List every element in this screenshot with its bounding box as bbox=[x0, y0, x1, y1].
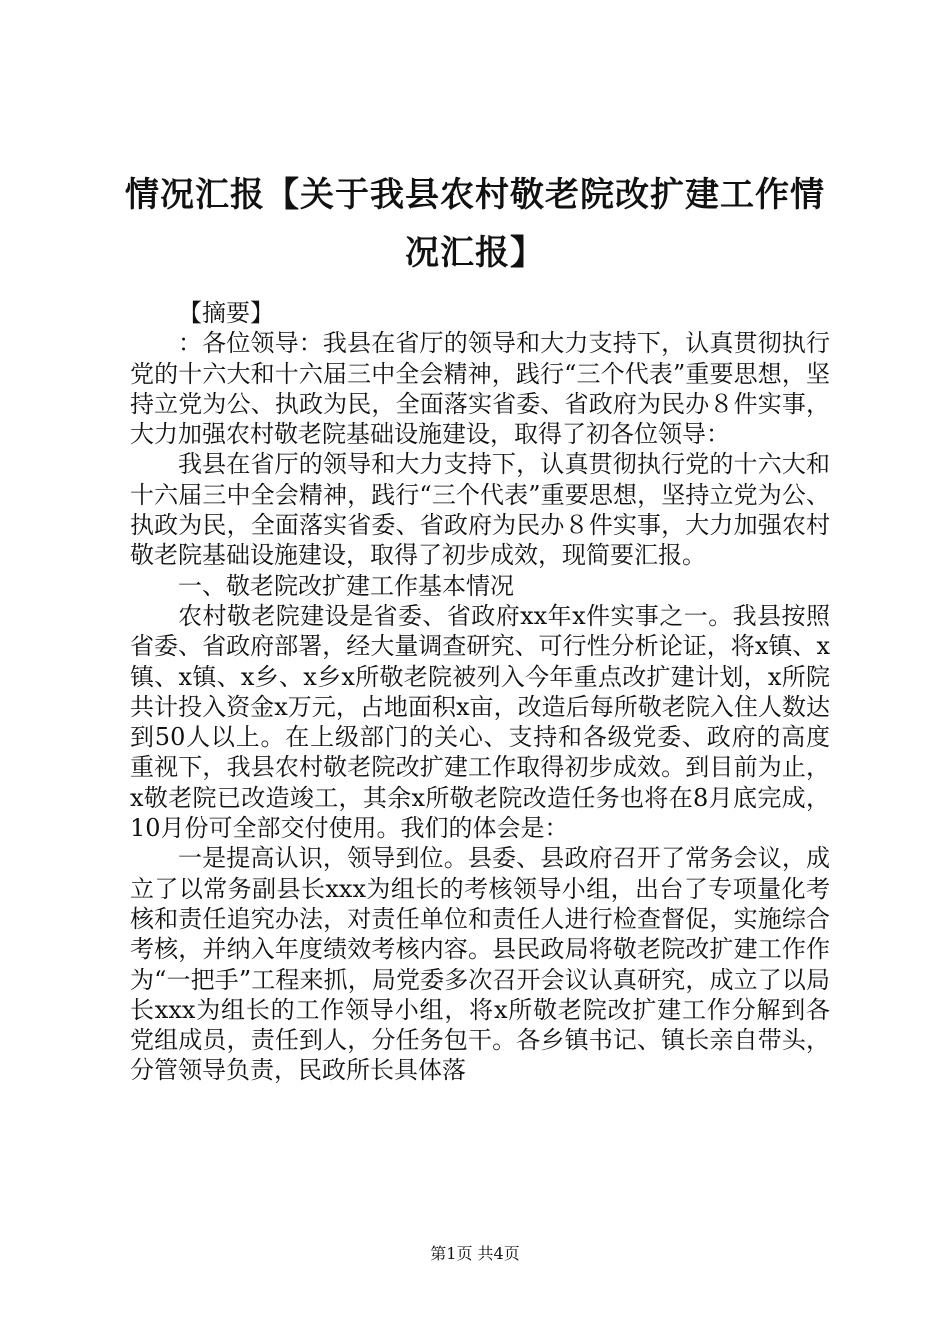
document-title: 情况汇报【关于我县农村敬老院改扩建工作情况汇报】 bbox=[125, 175, 825, 273]
abstract-paragraph: ：各位领导：我县在省厅的领导和大力支持下，认真贯彻执行党的十六大和十六届三中全会精神，践行“三个代表”重要思想，坚持立党为公、执政为民，全面落实省委、省政府为民办８件实事，大力加强农村敬老院基础设施建设，取得了初各位领导： bbox=[130, 329, 830, 449]
point-one-paragraph: 一是提高认识，领导到位。县委、县政府召开了常务会议，成立了以常务副县长xxx为组长的考核领导小组，出台了专项量化考核和责任追究办法，对责任单位和责任人进行检查督促，实施综合考核，并纳入年度绩效考核内容。县民政局将敬老院改扩建工作作为“一把手”工程来抓，局党委多次召开会议认真研究，成立了以局长xxx为组长的工作领导小组，将x所敬老院改扩建工作分解到各党组成员，责任到人，分任务包干。各乡镇书记、镇长亲自带头，分管领导负责，民政所长具体落 bbox=[130, 844, 830, 1085]
intro-paragraph: 我县在省厅的领导和大力支持下，认真贯彻执行党的十六大和十六届三中全会精神，践行“三个代表”重要思想，坚持立党为公、执政为民，全面落实省委、省政府为民办８件实事，大力加强农村敬老院基础设施建设，取得了初步成效，现简要汇报。 bbox=[130, 450, 830, 570]
page-footer: 第1页 共4页 bbox=[430, 1244, 520, 1263]
abstract-heading: 【摘要】 bbox=[178, 299, 274, 327]
document-body bbox=[130, 298, 830, 1086]
section-heading: 一、敬老院改扩建工作基本情况 bbox=[178, 571, 514, 600]
section-paragraph: 农村敬老院建设是省委、省政府xx年x件实事之一。我县按照省委、省政府部署，经大量调查研究、可行性分析论证，将x镇、x镇、x镇、x乡、x乡x所敬老院被列入今年重点改扩建计划，x所院共计投入资金x万元，占地面积x亩，改造后每所敬老院入住人数达到50人以上。在上级部门的关心、支持和各级党委、政府的高度重视下，我县农村敬老院改扩建工作取得初步成效。到目前为止，x敬老院已改造竣工，其余x所敬老院改造任务也将在8月底完成，10月份可全部交付使用。我们的体会是： bbox=[130, 601, 830, 843]
